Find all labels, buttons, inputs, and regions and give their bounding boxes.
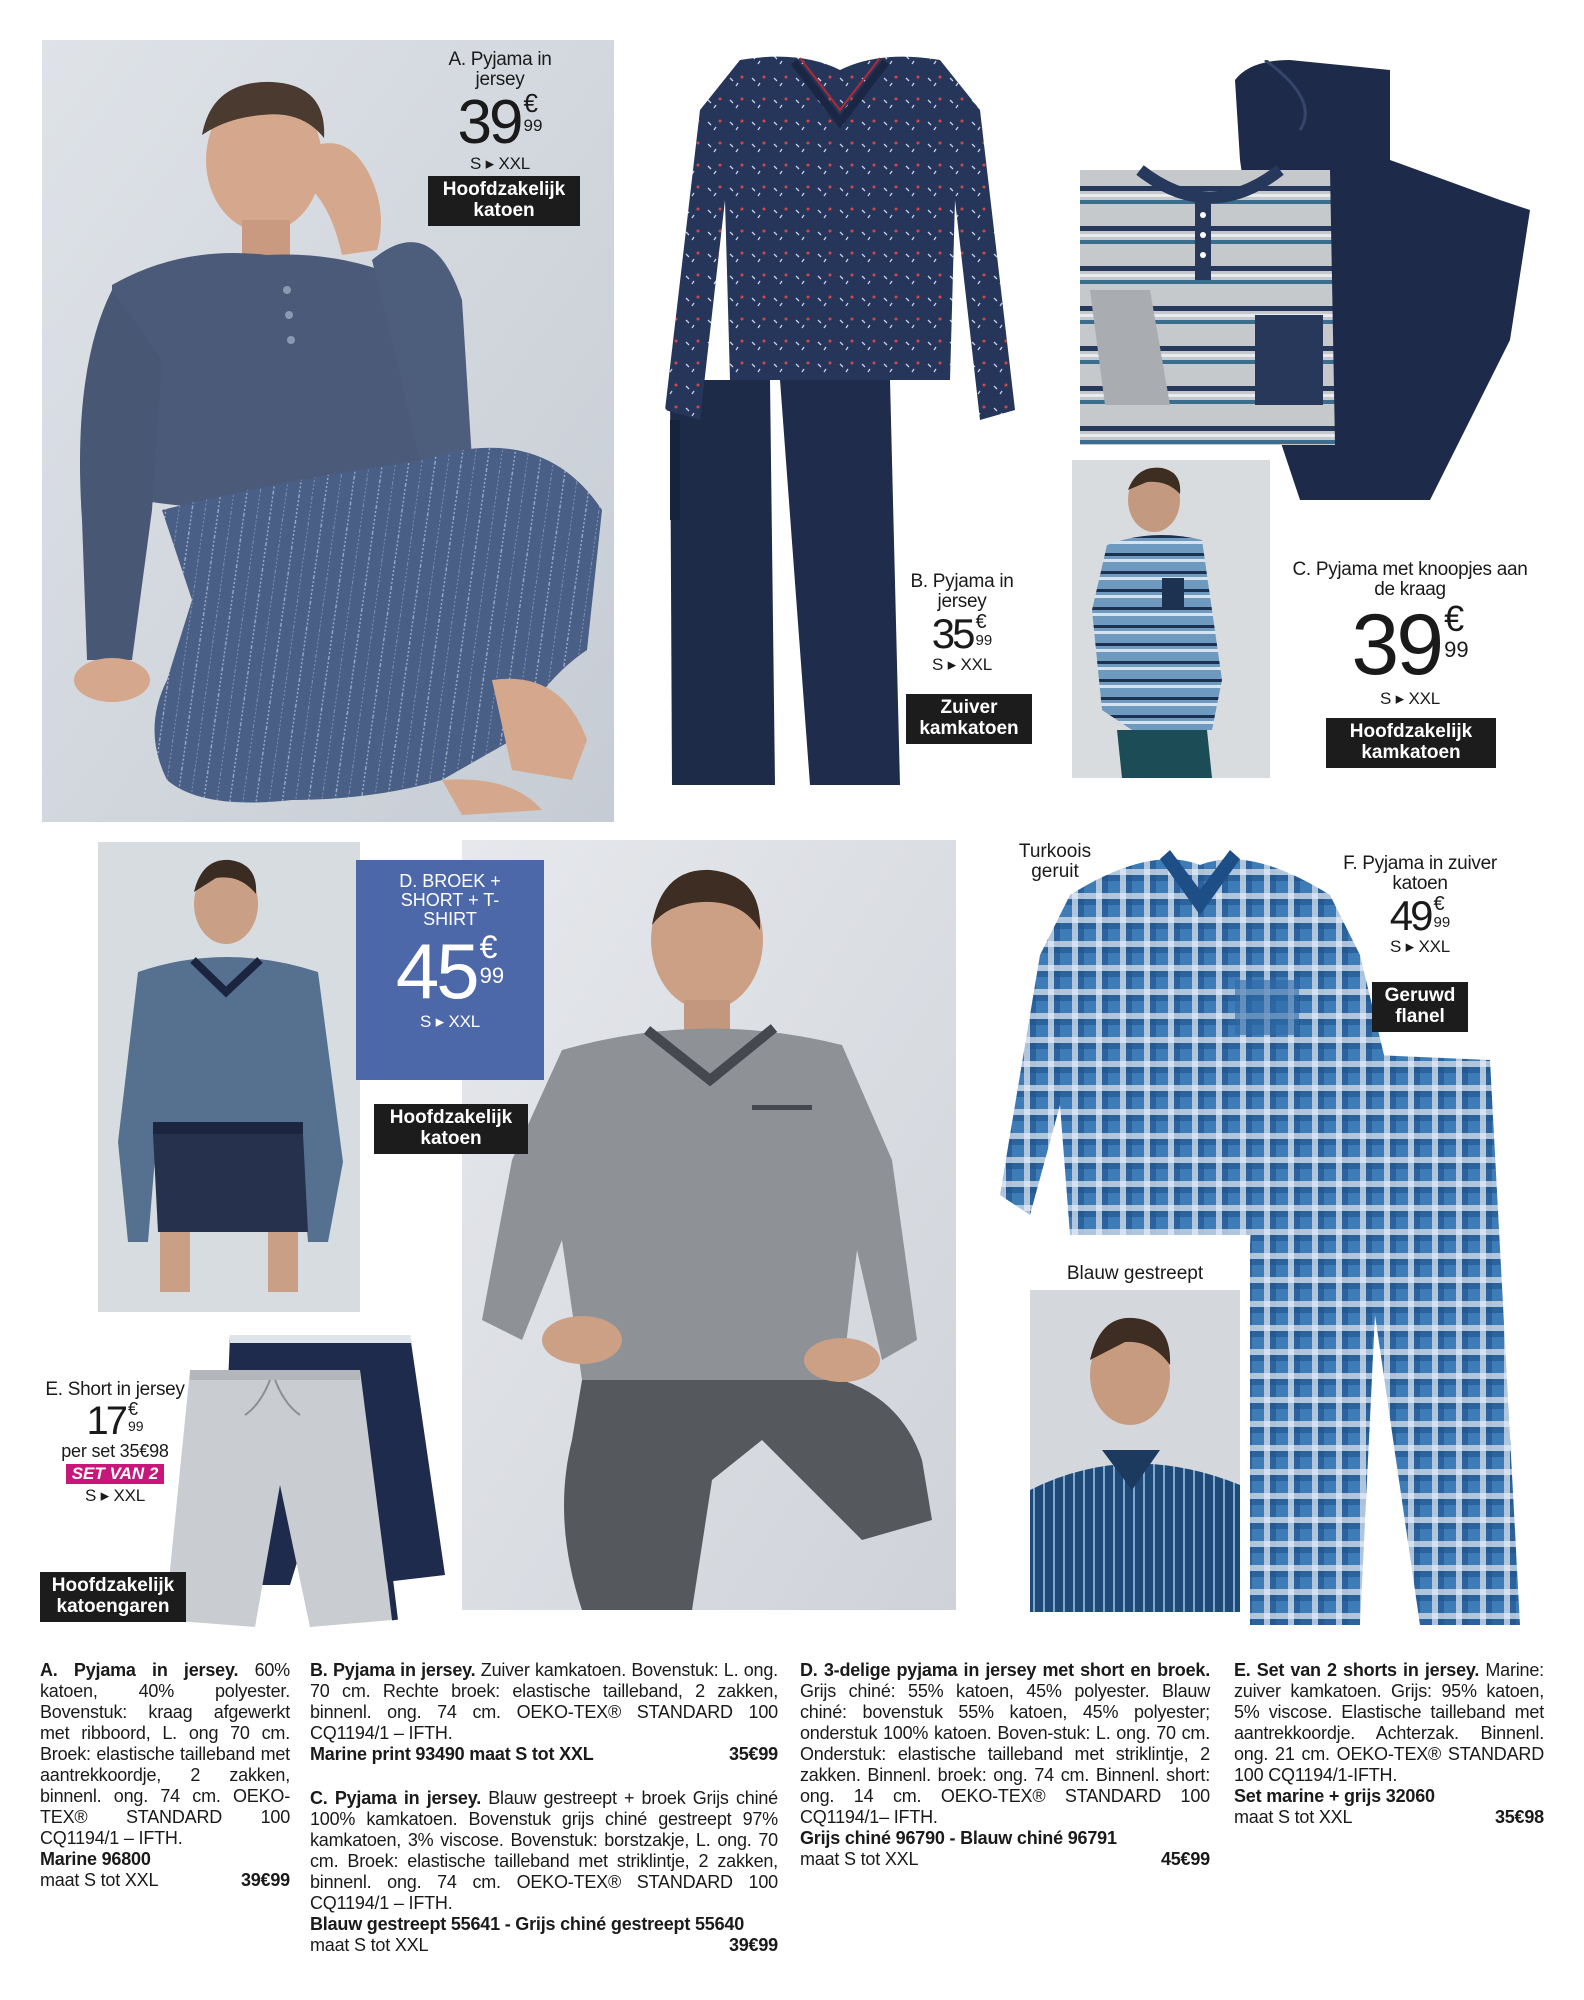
- price-currency: €: [975, 610, 987, 633]
- photo-e-product: [160, 1335, 452, 1631]
- product-d-price: [395, 926, 505, 1015]
- description-d-head: D. 3-delige pyjama in jersey met short en broek.: [800, 1660, 1210, 1680]
- price-box-e: [30, 1380, 200, 1505]
- description-b-body: Zuiver kamkatoen. Bovenstuk: L. ong. 70 cm. Rechte broek: elastische tailleband, 2 zakken, binnenl. ong. 74 cm. OEKO-TEX® STANDARD 100 CQ1194/1 – IFTH.: [310, 1660, 778, 1743]
- product-e-title: E. Short in jersey: [45, 1379, 185, 1400]
- price-cents: 99: [1444, 636, 1469, 662]
- price-int: 49: [1389, 891, 1431, 939]
- product-b-price: [931, 609, 993, 657]
- product-e-price: [86, 1400, 143, 1442]
- size-range: S ▸ XXL: [1389, 936, 1451, 956]
- tag-a: Hoofdzakelijk katoen: [428, 176, 580, 226]
- description-a-head: A. Pyjama in jersey.: [40, 1660, 239, 1680]
- description-b-price-line: [310, 1744, 778, 1765]
- photo-d-model-shorts: [98, 842, 360, 1312]
- price-cents: 99: [1433, 913, 1451, 931]
- description-a-price: 39€99: [240, 1870, 290, 1890]
- description-b-price: 35€99: [728, 1744, 778, 1764]
- size-range: S ▸ XXL: [1379, 689, 1441, 709]
- price-int: 39: [457, 87, 521, 157]
- price-box-c: [1290, 560, 1530, 708]
- description-e: [1234, 1660, 1544, 1828]
- price-box-a: [430, 50, 570, 173]
- description-e-size: maat S tot XXL: [1234, 1807, 1353, 1827]
- description-b-head: B. Pyjama in jersey.: [310, 1660, 476, 1680]
- description-c-head: C. Pyjama in jersey.: [310, 1788, 482, 1808]
- description-e-head: E. Set van 2 shorts in jersey.: [1234, 1660, 1480, 1680]
- per-set-price: per set 35€98: [61, 1440, 169, 1461]
- photo-b-product: [660, 50, 1020, 790]
- description-c-ref: Blauw gestreept 55641 - Grijs chiné gestreept 55640: [310, 1914, 744, 1934]
- description-b-ref: Marine print 93490 maat S tot XXL: [310, 1744, 594, 1764]
- product-a-title: A. Pyjama in jersey: [448, 49, 552, 90]
- price-currency: €: [523, 87, 538, 118]
- description-a-ref: Marine 96800: [40, 1849, 151, 1869]
- description-e-ref: Set marine + grijs 32060: [1234, 1786, 1435, 1806]
- description-a: [40, 1660, 290, 1891]
- size-range: S ▸ XXL: [84, 1485, 146, 1505]
- price-int: 45: [395, 926, 477, 1015]
- price-box-b: [902, 572, 1022, 674]
- tag-f: Geruwd flanel: [1372, 982, 1468, 1032]
- price-int: 17: [86, 1398, 125, 1443]
- description-c: [310, 1788, 778, 1956]
- photo-c-product: [1060, 60, 1540, 510]
- tag-e: Hoofdzakelijk katoengaren: [40, 1572, 186, 1622]
- size-range: S ▸ XXL: [469, 153, 531, 173]
- product-a-price: [457, 87, 543, 157]
- tag-d: Hoofdzakelijk katoen: [374, 1104, 528, 1154]
- product-c-price: [1351, 596, 1469, 693]
- description-d: [800, 1660, 1210, 1870]
- price-box-f: [1340, 854, 1500, 956]
- description-c-body: Blauw gestreept + broek Grijs chiné 100% kamkatoen. Bovenstuk grijs chiné gestreept 97% kamkatoen, 3% viscose. Bovenstuk: borstzakje, L. ong. 70 cm. Broek: elastische tailleband met striklintje, 2 zakken, binnenl. ong. 74 cm. OEKO-TEX® STANDARD 100 CQ1194/1 – IFTH.: [310, 1788, 778, 1913]
- tag-b: Zuiver kamkatoen: [906, 694, 1032, 744]
- price-int: 35: [931, 609, 973, 657]
- description-d-ref: Grijs chiné 96790 - Blauw chiné 96791: [800, 1828, 1117, 1848]
- product-b-title: B. Pyjama in jersey: [910, 571, 1014, 612]
- size-range: S ▸ XXL: [419, 1011, 481, 1031]
- price-cents: 99: [479, 963, 505, 989]
- price-currency: €: [127, 1398, 138, 1419]
- price-cents: 99: [127, 1417, 144, 1434]
- description-e-price-line: [1234, 1807, 1544, 1828]
- photo-f-model: [1030, 1290, 1240, 1612]
- description-d-price: 45€99: [1160, 1849, 1210, 1869]
- photo-c-model: [1072, 460, 1270, 778]
- description-a-body: 60% katoen, 40% polyester. Bovenstuk: kraag afgewerkt met ribboord, L. ong 70 cm. Broek: elastische tailleband met aantrekkoordje, 2 zakken, binnenl. ong. 74 cm. OEKO-TEX® STANDARD 100 CQ1194/1 – IFTH.: [40, 1660, 290, 1848]
- price-currency: €: [1433, 892, 1445, 915]
- description-e-body: Marine: zuiver kamkatoen. Grijs: 95% katoen, 5% viscose. Elastische tailleband met aantrekkoordje. Achterzak. Binnenl. ong. 21 cm. OEKO-TEX® STANDARD 100 CQ1194/1-IFTH.: [1234, 1660, 1544, 1785]
- label-turquoise: Turkoois geruit: [1018, 841, 1092, 882]
- price-currency: €: [1444, 597, 1465, 639]
- description-d-price-line: [800, 1849, 1210, 1870]
- description-e-price: 35€98: [1494, 1807, 1544, 1827]
- product-d-title: D. BROEK + SHORT + T-SHIRT: [399, 871, 501, 929]
- description-a-size: maat S tot XXL: [40, 1870, 159, 1890]
- description-b: [310, 1660, 778, 1765]
- product-c-title: C. Pyjama met knoopjes aan de kraag: [1292, 559, 1528, 600]
- description-c-price: 39€99: [728, 1935, 778, 1955]
- product-f-price: [1389, 891, 1451, 939]
- price-box-d: [356, 860, 544, 1080]
- description-c-size: maat S tot XXL: [310, 1935, 429, 1955]
- size-range: S ▸ XXL: [931, 654, 993, 674]
- promo-badge: SET VAN 2: [66, 1464, 165, 1484]
- description-a-price-line: [40, 1870, 290, 1891]
- price-cents: 99: [523, 116, 543, 136]
- description-d-size: maat S tot XXL: [800, 1849, 919, 1869]
- price-int: 39: [1351, 596, 1442, 693]
- tag-c: Hoofdzakelijk kamkatoen: [1326, 718, 1496, 768]
- description-d-body: Grijs chiné: 55% katoen, 45% polyester. Blauw chiné: bovenstuk 55% katoen, 45% polyester; onderstuk 100% katoen. Boven-stuk: L. ong. 70 cm. Onderstuk: elastische tailleband met striklintje, 2 zakken. Binnenl. broek: ong. 74 cm. Binnenl. short: ong. 14 cm. OEKO-TEX® STANDARD 100 CQ1194/1– IFTH.: [800, 1681, 1210, 1827]
- description-c-price-line: [310, 1935, 778, 1956]
- label-blue-striped: Blauw gestreept: [1066, 1263, 1204, 1284]
- product-f-title: F. Pyjama in zuiver katoen: [1343, 853, 1497, 894]
- price-currency: €: [479, 928, 498, 965]
- price-cents: 99: [975, 631, 993, 649]
